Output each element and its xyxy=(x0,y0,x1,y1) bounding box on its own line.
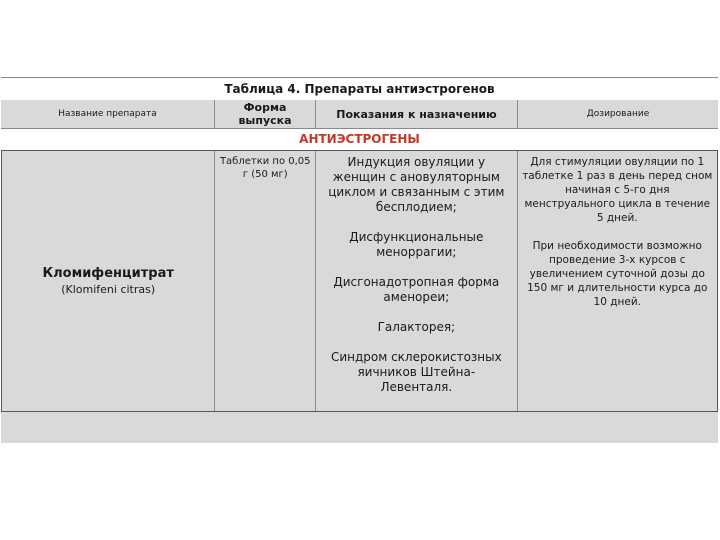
table-row xyxy=(1,150,718,412)
cell-indications xyxy=(316,151,517,411)
table-empty-row xyxy=(1,412,718,443)
indication-item: Индукция овуляции у женщин с ановуляторным циклом и связанным с этим бесплодием; xyxy=(328,155,505,214)
cell-drug-name xyxy=(2,151,215,411)
drug-latin-name: (Klomifeni citras) xyxy=(61,283,156,296)
table-header-row xyxy=(1,100,718,129)
drug-name: Кломифенцитрат xyxy=(42,266,174,281)
table-title: Таблица 4. Препараты антиэстрогенов xyxy=(1,77,718,101)
dosage-paragraph: Для стимуляции овуляции по 1 таблетке 1 раз в день перед сном начиная с 5-го дня менструального цикла в течение 5 дней. xyxy=(522,156,713,224)
header-drug-name: Название препарата xyxy=(1,100,215,128)
section-heading: АНТИЭСТРОГЕНЫ xyxy=(299,132,420,146)
indication-item: Дисфункциональные меноррагии; xyxy=(349,230,484,259)
dosage-paragraph: При необходимости возможно проведение 3-х курсов с увеличением суточной дозы до 150 мг и длительности курса до 10 дней. xyxy=(527,240,708,308)
header-indications: Показания к назначению xyxy=(316,100,518,128)
cell-dosage xyxy=(518,151,717,411)
indication-item: Галакторея; xyxy=(377,320,456,334)
cell-release-form: Таблетки по 0,05 г (50 мг) xyxy=(215,151,316,411)
header-release-form: Форма выпуска xyxy=(215,100,316,128)
indication-item: Дисгонадотропная форма аменореи; xyxy=(333,275,500,304)
header-dosage: Дозирование xyxy=(586,109,650,119)
indication-item: Синдром склерокистозных яичников Штейна-Левенталя. xyxy=(330,350,502,394)
